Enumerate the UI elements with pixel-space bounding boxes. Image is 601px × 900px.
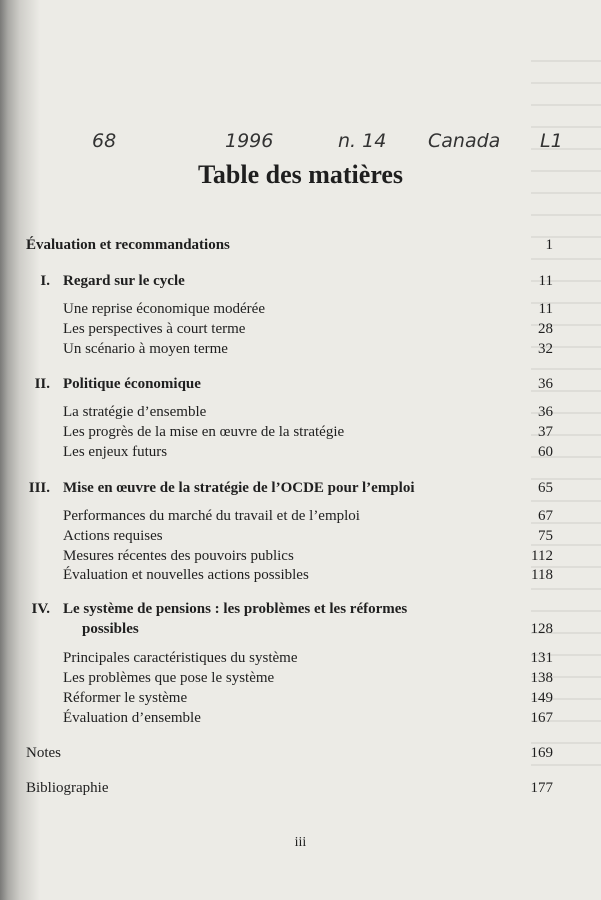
handwritten-note: n. 14: [338, 130, 387, 152]
toc-page: 138: [530, 670, 553, 686]
toc-page: 167: [530, 710, 553, 726]
toc-label: Les problèmes que pose le système: [63, 670, 275, 686]
toc-page: 177: [530, 780, 553, 796]
toc-page: 131: [530, 650, 553, 666]
handwritten-note: Canada: [428, 130, 501, 152]
page-title: Table des matières: [197, 160, 404, 189]
toc-label: Les perspectives à court terme: [63, 321, 246, 337]
toc-label: Regard sur le cycle: [63, 273, 185, 289]
toc-label: Performances du marché du travail et de l’emploi: [63, 508, 360, 524]
page-number: iii: [294, 835, 307, 850]
chapter-number: III.: [28, 480, 50, 496]
toc-label: Politique économique: [63, 376, 201, 392]
toc-page: 128: [530, 621, 553, 637]
toc-page: 60: [538, 444, 553, 460]
toc-label: Bibliographie: [26, 780, 109, 796]
toc-label: possibles: [82, 621, 139, 637]
page-gutter-shadow: [0, 0, 40, 900]
toc-label: Les progrès de la mise en œuvre de la stratégie: [63, 424, 345, 440]
toc-page: 75: [538, 528, 553, 544]
chapter-number: IV.: [31, 601, 50, 617]
toc-page: 149: [530, 690, 553, 706]
toc-page: 65: [538, 480, 553, 496]
handwritten-note: L1: [540, 130, 563, 152]
toc-label: Un scénario à moyen terme: [63, 341, 228, 357]
handwritten-note: 68: [92, 130, 117, 152]
toc-label: Mesures récentes des pouvoirs publics: [63, 548, 294, 564]
toc-label: Évaluation et nouvelles actions possibles: [63, 567, 309, 583]
toc-label: Le système de pensions : les problèmes et les réformes: [63, 601, 408, 617]
toc-page: 169: [530, 745, 553, 761]
toc-page: 1: [545, 237, 553, 253]
toc-page: 11: [538, 273, 553, 289]
toc-label: Mise en œuvre de la stratégie de l’OCDE pour l’emploi: [63, 480, 415, 496]
toc-page: 11: [538, 301, 553, 317]
toc-label: La stratégie d’ensemble: [63, 404, 207, 420]
toc-label: Évaluation et recommandations: [26, 237, 230, 253]
toc-page: 36: [538, 376, 553, 392]
toc-page: 118: [531, 567, 553, 583]
toc-label: Réformer le système: [63, 690, 188, 706]
toc-label: Principales caractéristiques du système: [63, 650, 298, 666]
toc-label: Notes: [26, 745, 61, 761]
toc-page: 37: [538, 424, 553, 440]
toc-label: Une reprise économique modérée: [63, 301, 265, 317]
handwritten-note: 1996: [225, 130, 274, 152]
toc-page: 36: [538, 404, 553, 420]
toc-page: 32: [538, 341, 553, 357]
toc-label: Évaluation d’ensemble: [63, 710, 201, 726]
toc-page: 28: [538, 321, 553, 337]
toc-label: Actions requises: [63, 528, 163, 544]
chapter-number: I.: [40, 273, 50, 289]
toc-label: Les enjeux futurs: [63, 444, 168, 460]
chapter-number: II.: [34, 376, 50, 392]
toc-page: 67: [538, 508, 553, 524]
toc-page: 112: [531, 548, 553, 564]
